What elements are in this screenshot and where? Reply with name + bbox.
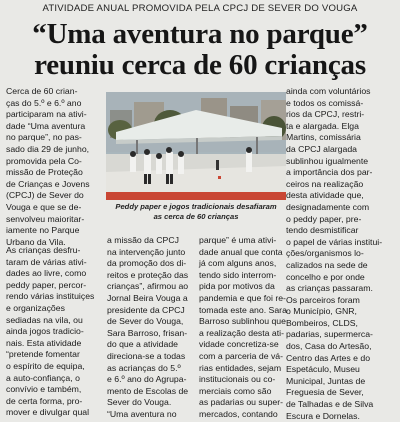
column-1-body	[6, 245, 102, 419]
text-line: ta e alargada. Elga	[286, 120, 359, 131]
text-line: institucionais ou co-	[199, 374, 276, 385]
column-3	[199, 235, 287, 421]
text-line: com a parceria de vá-	[199, 350, 284, 361]
text-line: convívio e também,	[6, 384, 82, 395]
text-line: o peddy paper, pre-	[286, 213, 362, 224]
text-line: o espírito de equipa,	[6, 360, 85, 371]
photo-illustration	[106, 92, 286, 200]
text-line: de Sever do Vouga,	[107, 316, 184, 327]
text-line: Sara Barroso, frisan-	[107, 327, 188, 338]
text-line: nais. Esta atividade	[6, 337, 82, 348]
text-line: padarias, supermerca-	[286, 329, 373, 340]
text-line: dade anual que conta	[199, 246, 283, 257]
article-photo	[106, 92, 286, 200]
text-line: merciais como são	[199, 385, 272, 396]
text-line: sediadas na vila, ou	[6, 314, 83, 325]
text-line: Jornal Beira Vouga a	[107, 292, 188, 303]
text-line: promovida pela Co-	[6, 155, 82, 166]
headline-line-1: “Uma aventura no parque”	[32, 18, 368, 50]
text-line: Escura e Dornelas.	[286, 410, 360, 421]
text-line: As crianças desfru-	[6, 245, 81, 255]
text-line: Espetáculo, Museu	[286, 364, 360, 375]
text-line: sublinhou igualmente	[286, 155, 369, 166]
text-line: missão de Proteção	[6, 167, 83, 178]
text-line: desta atividade que,	[286, 190, 364, 201]
text-line: ças do 5.º e 6.º ano	[6, 97, 82, 108]
text-line: ções/organismos lo-	[286, 248, 364, 259]
text-line: participaram na ativi-	[6, 109, 87, 120]
text-line: as acrianças do 5.º	[107, 362, 181, 373]
text-line: da promoção dos di-	[107, 258, 187, 269]
photo-caption	[106, 202, 286, 221]
text-line: a importância dos par-	[286, 167, 373, 178]
text-line: de Crianças e Jovens	[6, 178, 90, 189]
text-line: “Uma aventura no	[107, 408, 177, 419]
text-line: já com alguns anos,	[199, 258, 277, 269]
column-1-intro	[6, 86, 102, 248]
text-line: na intervenção junto	[107, 246, 186, 257]
text-line: de certa forma, pro-	[6, 395, 83, 406]
text-line: o papel de várias institui-	[286, 236, 383, 247]
text-line: rendo várias instituiçes	[6, 291, 95, 302]
text-line: taram de várias ativi-	[6, 256, 87, 267]
text-line: e 6.º ano do Agrupa-	[107, 374, 187, 385]
text-line: Os parceiros foram	[286, 294, 360, 305]
kicker-text: ATIVIDADE ANUAL PROMOVIDA PELA CPCJ DE SEVER DO VOUGA	[42, 3, 358, 14]
text-line: ainda jogos tradicio-	[6, 326, 84, 337]
text-line: crianças”, afirmou ao	[107, 281, 189, 292]
text-line: rios da CPCJ, restri-	[286, 109, 365, 120]
text-line: designadamente com	[286, 201, 370, 212]
article-headline	[6, 19, 394, 80]
text-line: Urbano da Vila.	[6, 236, 66, 247]
text-line: no parque”, no pas-	[6, 132, 82, 143]
text-line: as padarias ou super-	[199, 397, 284, 408]
text-line: peddy paper, percor-	[6, 279, 87, 290]
text-line: Bombeiros, CLDS,	[286, 317, 358, 328]
text-line: a missão da CPCJ	[107, 235, 179, 245]
text-line: senvolveu maioritar-	[6, 213, 85, 224]
text-line: e todos os comissá-	[286, 97, 364, 108]
text-line: concelho e por onde	[286, 271, 365, 282]
text-line: tomada este ano. Sara	[199, 304, 287, 315]
text-line: mover e divulgar qual	[6, 407, 90, 418]
text-line: do que a atividade	[107, 339, 179, 350]
text-line: as crianças passaram.	[286, 283, 373, 294]
text-line: dade “Uma aventura	[6, 120, 86, 131]
text-line: tendo sido interrom-	[199, 269, 277, 280]
text-line: ceiros na realização	[286, 178, 364, 189]
text-line: parque” é uma ativi-	[199, 235, 277, 245]
text-line: sado dia 29 de junho,	[6, 143, 90, 154]
photo-caption-line-2: as cerca de 60 crianças	[153, 211, 239, 221]
column-4	[286, 86, 396, 422]
text-line: Freguesia de Sever,	[286, 387, 364, 398]
text-line: o Município, GNR,	[286, 306, 357, 317]
text-line: presidente da CPCJ	[107, 304, 185, 315]
text-line: a auto-confiança, o	[6, 372, 80, 383]
photo-caption-line-1: Peddy paper e jogos tradicionais desafiaram	[115, 202, 277, 211]
text-line: Barroso sublinhou que	[199, 316, 286, 327]
text-line: da CPCJ alargada	[286, 143, 357, 154]
text-line: tendo desmistificar	[286, 225, 359, 236]
text-line: reitos e proteção das	[107, 269, 189, 280]
text-line: Sever do Vouga.	[107, 397, 172, 408]
text-line: (CPCJ) de Sever do	[6, 190, 84, 201]
text-line: pandemia e que foi re-	[199, 292, 286, 303]
text-line: “pretende fomentar	[6, 349, 80, 360]
text-line: ainda com voluntários	[286, 86, 371, 96]
text-line: mercados, contando	[199, 408, 278, 419]
text-line: rias entidades, sejam	[199, 362, 282, 373]
column-2	[107, 235, 195, 421]
headline-line-2: reuniu cerca de 60 crianças	[34, 49, 366, 81]
text-line: dades ao livre, como	[6, 268, 87, 279]
text-line: calizados na sede de	[286, 259, 368, 270]
text-line: iamente no Parque	[6, 225, 80, 236]
text-line: dos, Casa do Artesão,	[286, 341, 372, 352]
text-line: direciona-se a todas	[107, 350, 186, 361]
text-line: e organizações	[6, 302, 65, 313]
text-line: de Talhadas e de Silva	[286, 399, 374, 410]
text-line: Cerca de 60 crian-	[6, 86, 78, 96]
text-line: Vouga e que se de-	[6, 201, 82, 212]
text-line: Municipal, Juntas de	[286, 375, 366, 386]
text-line: pida por motivos da	[199, 281, 275, 292]
text-line: vidade concretiza-se	[199, 339, 279, 350]
text-line: Centro das Artes e do	[286, 352, 371, 363]
text-line: mento de Escolas de	[107, 385, 189, 396]
text-line: a realização desta ati-	[199, 327, 284, 338]
text-line: Martins, comissária	[286, 132, 361, 143]
